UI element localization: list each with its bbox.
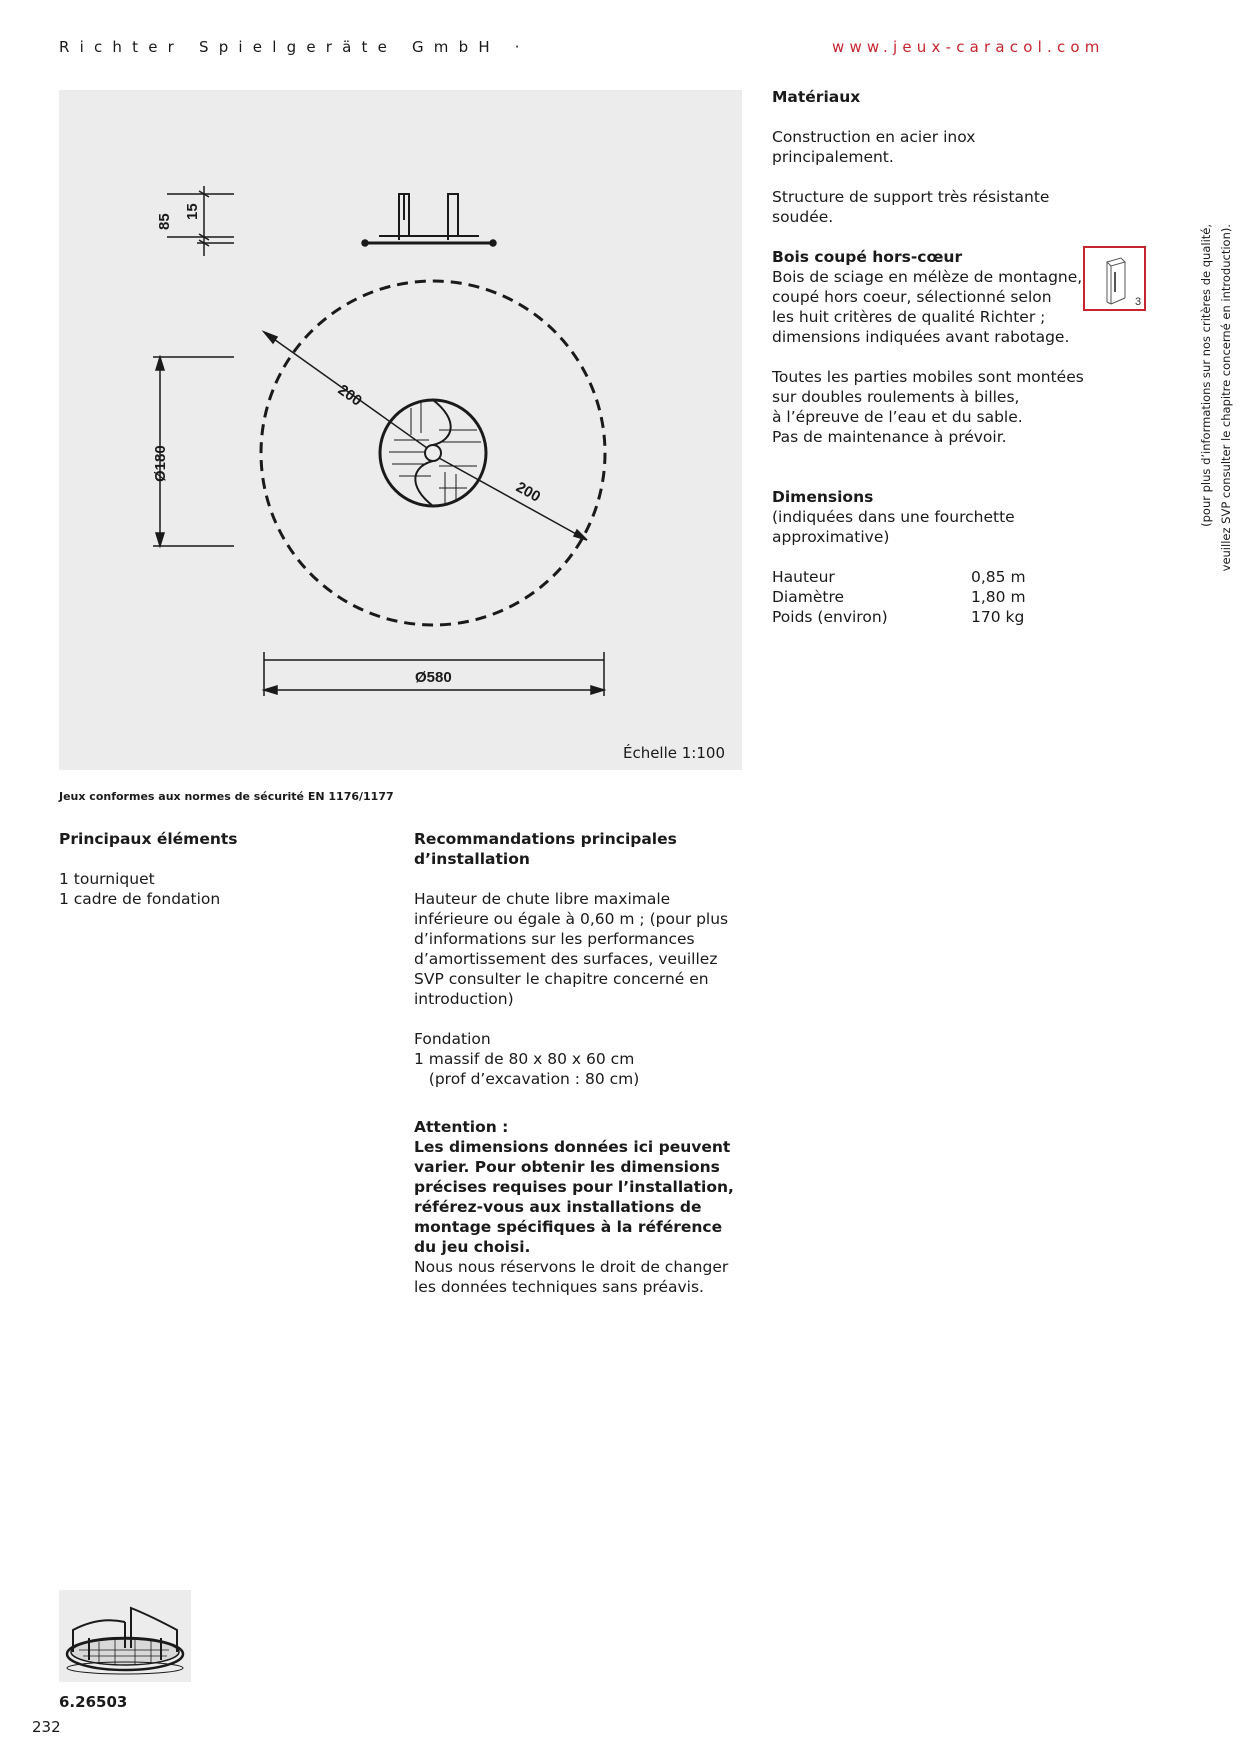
bearing-line: Toutes les parties mobiles sont montées xyxy=(772,368,1084,386)
wood-line: les huit critères de qualité Richter ; xyxy=(772,308,1046,326)
wood-line: dimensions indiquées avant rabotage. xyxy=(772,328,1070,346)
bearing-line: sur doubles roulements à billes, xyxy=(772,388,1020,406)
scale-label: Échelle 1:100 xyxy=(622,744,725,762)
dim-200-lower-label: 200 xyxy=(513,478,544,506)
dimensions-row xyxy=(772,607,1092,627)
foundation-line: 1 massif de 80 x 80 x 60 cm xyxy=(414,1050,635,1068)
dim-200-upper-label: 200 xyxy=(334,381,365,410)
product-specs xyxy=(772,87,1092,627)
notice-line: Nous nous réservons le droit de changer xyxy=(414,1258,729,1276)
list-item: 1 cadre de fondation xyxy=(59,890,221,908)
attention-line: du jeu choisi. xyxy=(414,1238,531,1256)
bearing-line: à l’épreuve de l’eau et du sable. xyxy=(772,408,1023,426)
product-thumbnail xyxy=(59,1590,191,1682)
dimensions-subtitle: (indiquées dans une fourchette xyxy=(772,508,1015,526)
dimension-label: Poids (environ) xyxy=(772,608,888,626)
technical-drawing xyxy=(59,90,742,770)
dimensions-row xyxy=(772,587,1092,607)
side-note xyxy=(1196,224,1233,580)
foundation-line: (prof d’excavation : 80 cm) xyxy=(414,1070,640,1088)
notice-line: les données techniques sans préavis. xyxy=(414,1278,704,1296)
wood-title: Bois coupé hors-cœur xyxy=(772,248,963,266)
wood-line: Bois de sciage en mélèze de montagne, xyxy=(772,268,1083,286)
dimensions-title: Dimensions xyxy=(772,488,874,506)
fall-height-line: inférieure ou égale à 0,60 m ; (pour plus xyxy=(414,910,729,928)
website-link[interactable]: www.jeux-caracol.com xyxy=(832,38,1105,56)
materials-title: Matériaux xyxy=(772,88,861,106)
drawing-svg xyxy=(59,90,742,770)
dim-15-label: 15 xyxy=(184,203,201,220)
attention-line: varier. Pour obtenir les dimensions xyxy=(414,1158,720,1176)
fall-height-line: introduction) xyxy=(414,990,514,1008)
fall-height-line: SVP consulter le chapitre concerné en xyxy=(414,970,709,988)
wood-line: coupé hors coeur, sélectionné selon xyxy=(772,288,1052,306)
main-elements-title: Principaux éléments xyxy=(59,830,238,848)
attention-line: référez-vous aux installations de xyxy=(414,1198,702,1216)
installation-section xyxy=(414,829,744,1297)
materials-line: Structure de support très résistante xyxy=(772,188,1050,206)
product-code: 6.26503 xyxy=(59,1693,128,1711)
installation-title-line2: d’installation xyxy=(414,850,530,868)
dimension-label: Hauteur xyxy=(772,568,835,586)
quality-badge-number: 3 xyxy=(1135,296,1142,308)
materials-line: principalement. xyxy=(772,148,894,166)
side-note-line1: (pour plus d’informations sur nos critères de qualité, xyxy=(1199,224,1213,527)
attention-line: Les dimensions données ici peuvent xyxy=(414,1138,731,1156)
wood-quality-icon xyxy=(1083,246,1146,311)
attention-line: précises requises pour l’installation, xyxy=(414,1178,734,1196)
fall-height-line: d’informations sur les performances xyxy=(414,930,695,948)
company-name: Richter Spielgeräte GmbH · xyxy=(59,38,530,56)
main-elements-section xyxy=(59,829,359,909)
page-number: 232 xyxy=(32,1718,61,1736)
attention-line: montage spécifiques à la référence xyxy=(414,1218,723,1236)
attention-title: Attention : xyxy=(414,1118,509,1136)
bearing-line: Pas de maintenance à prévoir. xyxy=(772,428,1007,446)
dimensions-subtitle: approximative) xyxy=(772,528,890,546)
list-item: 1 tourniquet xyxy=(59,870,155,888)
fall-height-line: d’amortissement des surfaces, veuillez xyxy=(414,950,718,968)
dimension-value: 1,80 m xyxy=(971,588,1026,606)
installation-title-line1: Recommandations principales xyxy=(414,830,677,848)
dimension-value: 170 kg xyxy=(971,608,1025,626)
safety-norms: Jeux conformes aux normes de sécurité EN 1176/1177 xyxy=(59,790,394,803)
side-note-line2: veuillez SVP consulter le chapitre concerné en introduction). xyxy=(1219,224,1233,572)
dim-d180-label: Ø180 xyxy=(152,445,169,482)
dim-85-label: 85 xyxy=(156,213,173,230)
fall-height-line: Hauteur de chute libre maximale xyxy=(414,890,671,908)
materials-line: soudée. xyxy=(772,208,834,226)
foundation-line: Fondation xyxy=(414,1030,491,1048)
dimensions-row xyxy=(772,567,1092,587)
dimension-label: Diamètre xyxy=(772,588,845,606)
materials-line: Construction en acier inox xyxy=(772,128,976,146)
dim-d580-label: Ø580 xyxy=(415,669,452,686)
dimension-value: 0,85 m xyxy=(971,568,1026,586)
